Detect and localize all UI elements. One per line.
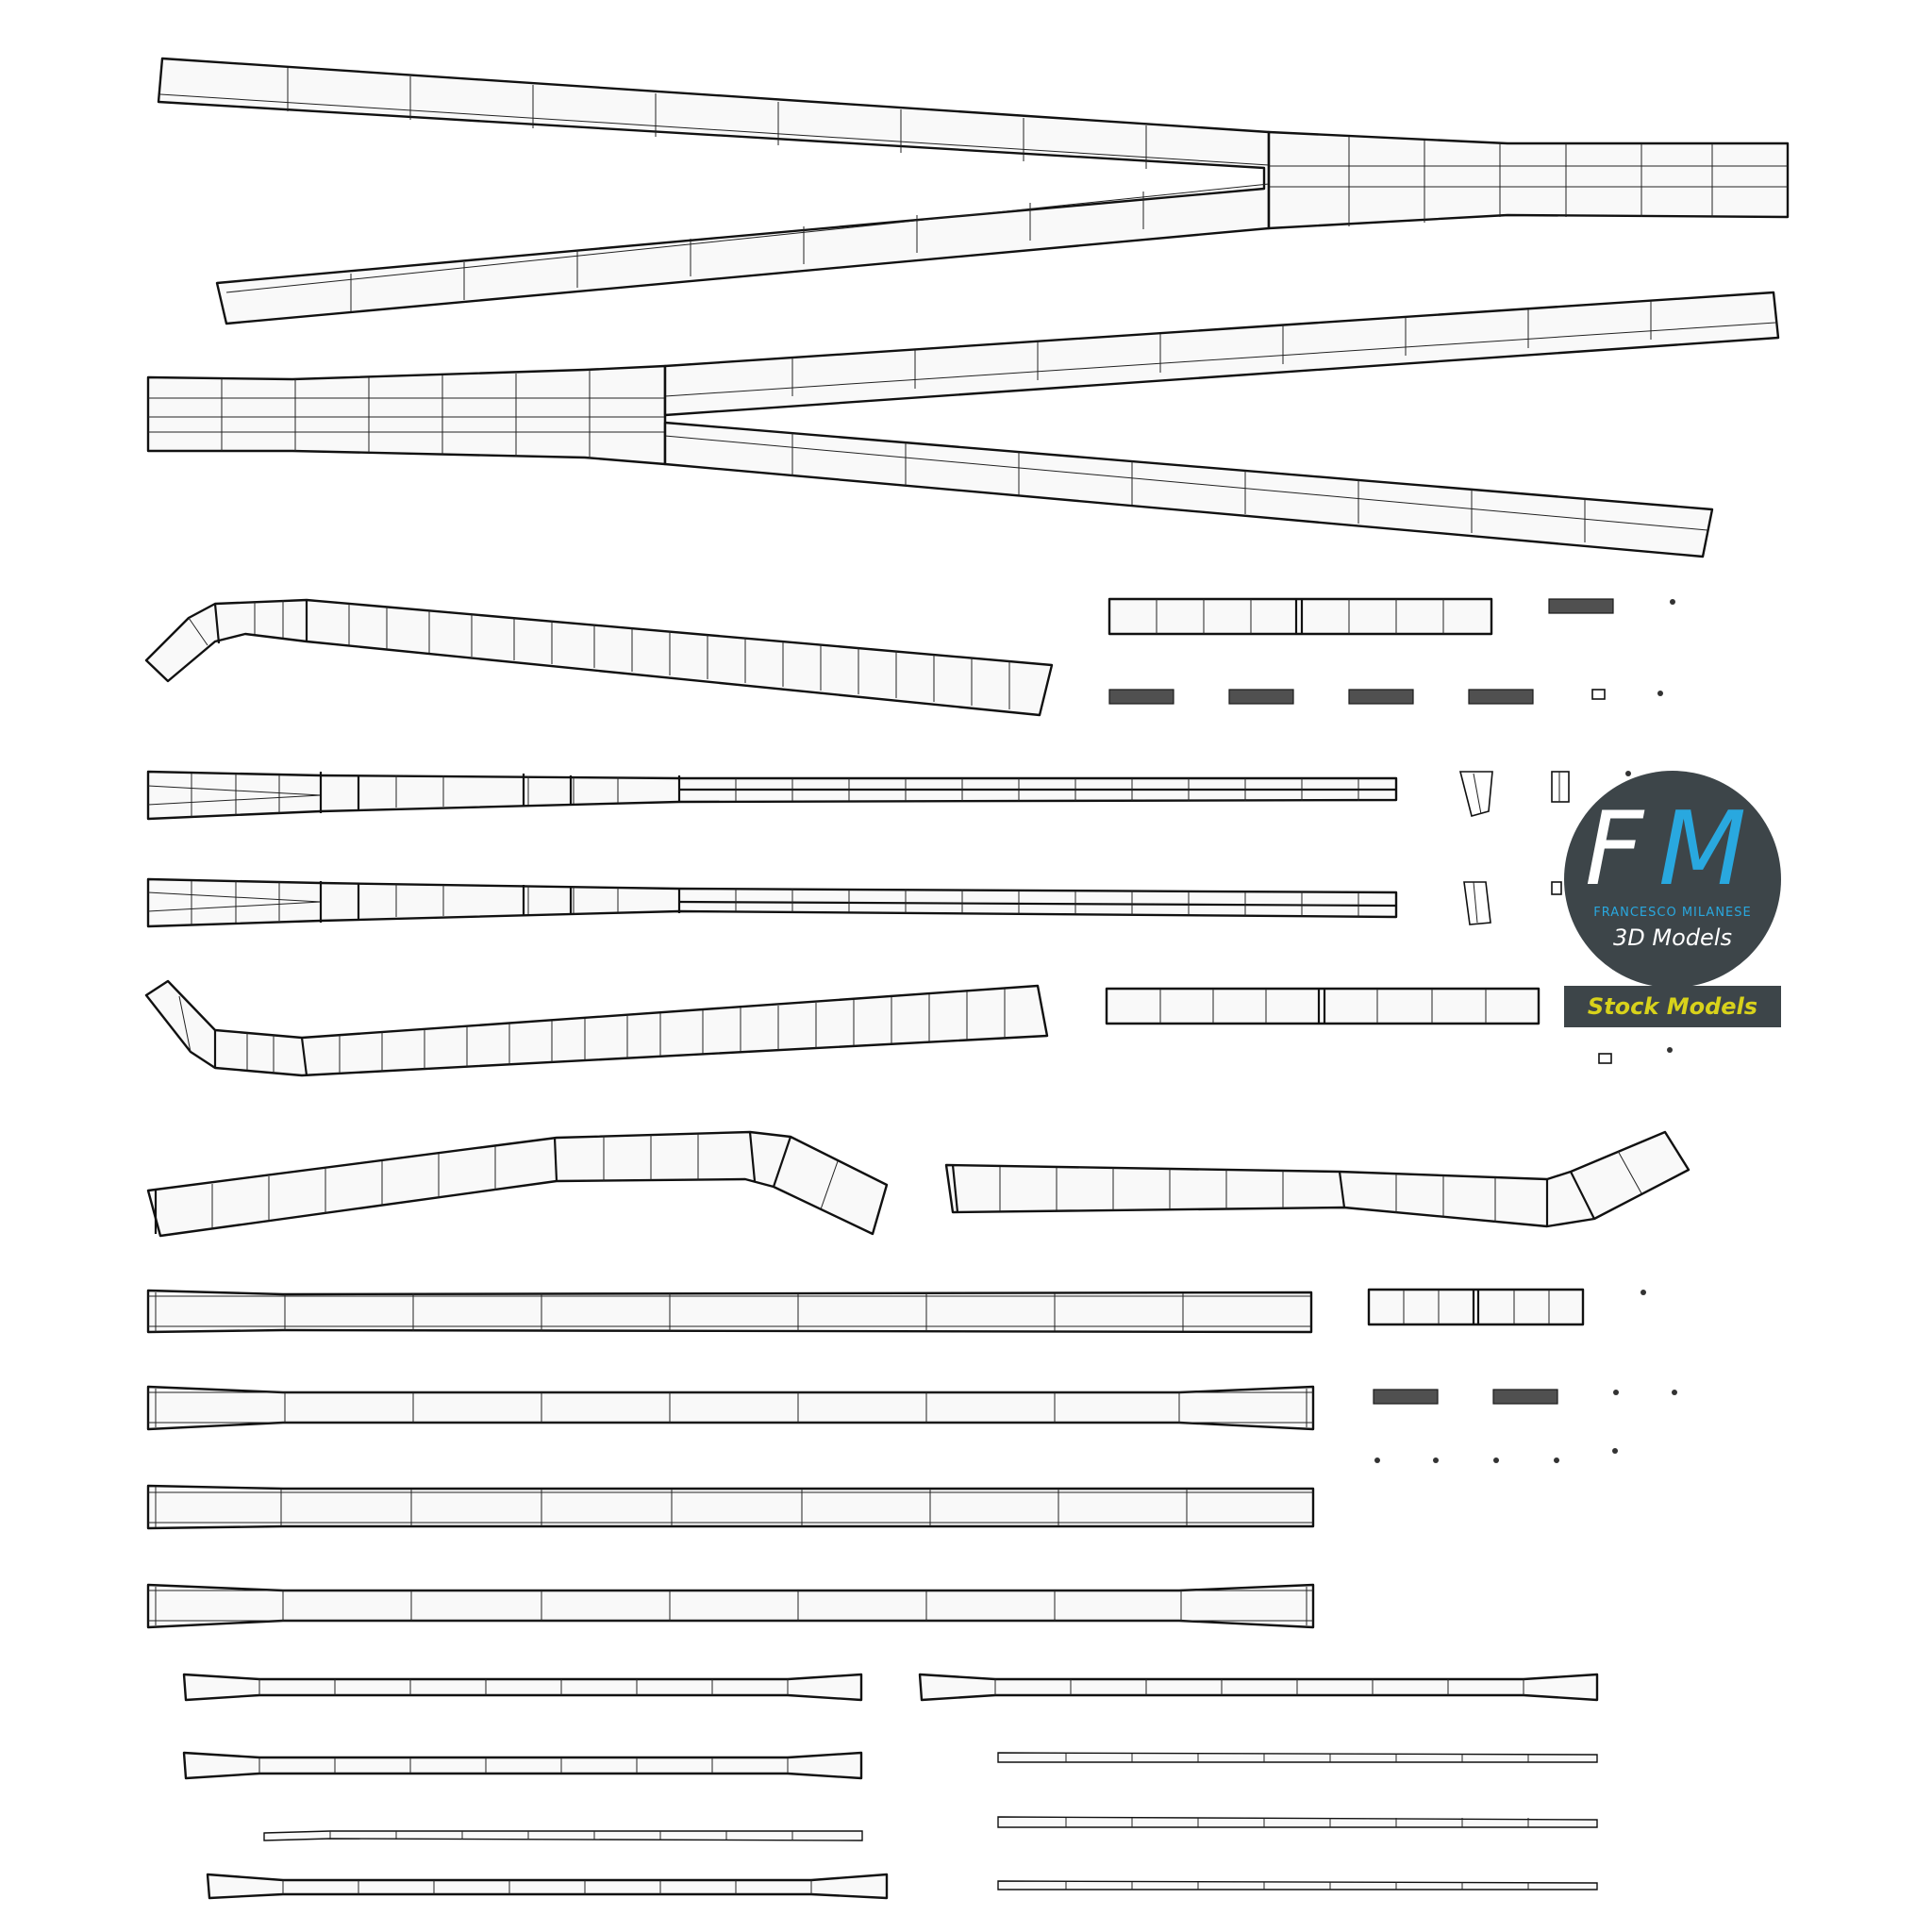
uv-shell-curve-a	[146, 600, 1052, 715]
uv-shell-rail-b	[148, 879, 1396, 926]
uv-shell-bend-a	[148, 1132, 887, 1236]
uv-shell-strip-2	[148, 1387, 1313, 1429]
logo-banner: Stock Models	[1564, 986, 1781, 1027]
uv-shell-sleeper-b	[1107, 989, 1539, 1024]
watermark-logo	[1564, 771, 1781, 1082]
uv-shell-y-junction-top	[158, 58, 1788, 324]
uv-shell-rail-a	[148, 772, 1396, 819]
uv-shell-strip-1	[148, 1291, 1311, 1332]
logo-name: FRANCESCO MILANESE	[1593, 906, 1752, 920]
logo-subtitle: 3D Models	[1613, 924, 1732, 951]
uv-shell-thin-strips	[184, 1674, 1597, 1898]
uv-shell-strip-4	[148, 1585, 1313, 1627]
uv-shell-sleeper-c	[1369, 1290, 1583, 1324]
uv-shell-strip-3	[148, 1486, 1313, 1528]
logo-disc	[1564, 771, 1781, 988]
uv-shell-curve-b	[146, 981, 1047, 1075]
logo-letter-f: F	[1585, 791, 1644, 908]
logo-letter-m: M	[1658, 791, 1747, 908]
uv-shell-y-junction-middle	[148, 292, 1778, 557]
uv-shell-sleeper-a	[1109, 599, 1491, 634]
uv-shell-bend-b	[946, 1132, 1689, 1226]
